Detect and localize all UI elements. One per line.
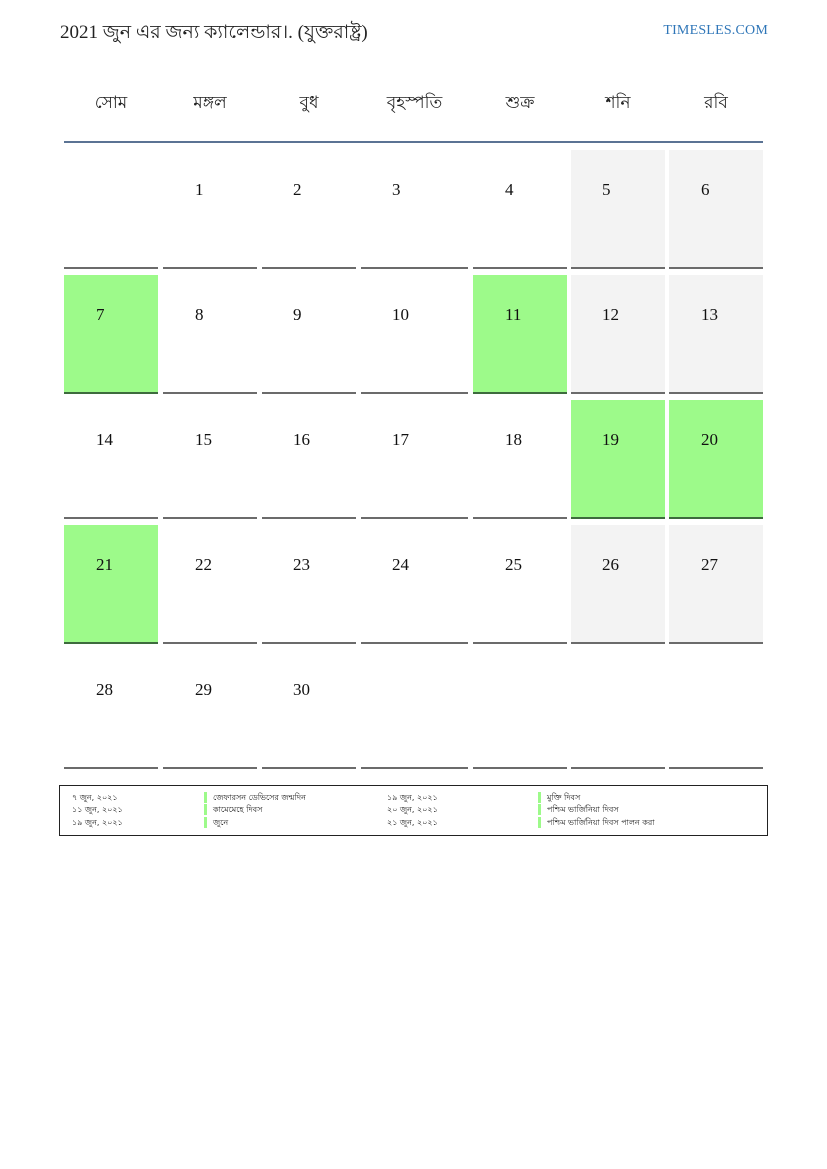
- day-number: 1: [195, 180, 204, 199]
- legend-holiday-name: মুক্তি দিবস: [538, 792, 580, 803]
- legend-holiday-name: জুনে: [204, 817, 228, 828]
- day-number: 15: [195, 430, 212, 449]
- weekday-2: বুধ: [299, 93, 319, 112]
- day-number: 14: [96, 430, 113, 449]
- day-cell[interactable]: [361, 400, 468, 519]
- day-number: 10: [392, 305, 409, 324]
- day-number: 3: [392, 180, 401, 199]
- day-cell[interactable]: [473, 400, 567, 519]
- day-number: 4: [505, 180, 514, 199]
- day-number: 5: [602, 180, 611, 199]
- day-number: 9: [293, 305, 302, 324]
- day-cell[interactable]: [262, 400, 356, 519]
- day-number: 21: [96, 555, 113, 574]
- day-cell[interactable]: [669, 400, 763, 519]
- day-cell[interactable]: [473, 275, 567, 394]
- day-cell[interactable]: [262, 150, 356, 269]
- day-number: 7: [96, 305, 105, 324]
- day-cell[interactable]: [163, 525, 257, 644]
- legend-date: ১১ জুন, ২০২১: [72, 805, 123, 814]
- legend-holiday-name: পশ্চিম ভার্জিনিয়া দিবস: [538, 804, 619, 815]
- legend-date: ৭ জুন, ২০২১: [72, 793, 118, 802]
- day-cell[interactable]: [262, 650, 356, 769]
- legend-holiday-name: পশ্চিম ভার্জিনিয়া দিবস পালন করা: [538, 817, 655, 828]
- day-cell[interactable]: [473, 650, 567, 769]
- day-number: 29: [195, 680, 212, 699]
- day-cell[interactable]: [361, 150, 468, 269]
- weekday-0: সোম: [94, 93, 128, 112]
- day-number: 30: [293, 680, 310, 699]
- day-number: 22: [195, 555, 212, 574]
- day-cell[interactable]: [473, 525, 567, 644]
- day-cell[interactable]: [571, 650, 665, 769]
- day-cell[interactable]: [163, 150, 257, 269]
- weekday-5: শনি: [605, 93, 631, 112]
- day-number: 13: [701, 305, 718, 324]
- day-cell[interactable]: [262, 275, 356, 394]
- legend-date: ১৯ জুন, ২০২১: [387, 793, 438, 802]
- day-cell[interactable]: [361, 650, 468, 769]
- header-divider: [64, 141, 763, 143]
- legend-date: ২১ জুন, ২০২১: [387, 818, 438, 827]
- day-cell[interactable]: [571, 275, 665, 394]
- day-number: 16: [293, 430, 310, 449]
- holiday-legend: [59, 785, 768, 836]
- day-number: 23: [293, 555, 310, 574]
- day-number: 20: [701, 430, 718, 449]
- legend-date: ২০ জুন, ২০২১: [387, 805, 438, 814]
- day-cell[interactable]: [473, 150, 567, 269]
- day-number: 27: [701, 555, 718, 574]
- day-number: 19: [602, 430, 619, 449]
- day-cell[interactable]: [262, 525, 356, 644]
- day-number: 26: [602, 555, 619, 574]
- day-cell[interactable]: [669, 150, 763, 269]
- day-number: 2: [293, 180, 302, 199]
- day-cell[interactable]: [571, 400, 665, 519]
- legend-holiday-name: জেফারসন ডেভিসের জন্মদিন: [204, 792, 306, 803]
- day-number: 11: [505, 305, 522, 324]
- page-title: 2021 জুন এর জন্য ক্যালেন্ডার।. (যুক্তরাষ্ট্র): [60, 22, 368, 43]
- day-number: 6: [701, 180, 710, 199]
- brand-link[interactable]: TIMESLES.COM: [663, 23, 768, 38]
- day-cell[interactable]: [163, 650, 257, 769]
- day-cell[interactable]: [163, 275, 257, 394]
- day-cell[interactable]: [669, 275, 763, 394]
- day-cell[interactable]: [64, 650, 158, 769]
- day-number: 28: [96, 680, 113, 699]
- weekday-3: বৃহস্পতি: [386, 93, 443, 112]
- day-number: 25: [505, 555, 522, 574]
- day-number: 24: [392, 555, 409, 574]
- day-cell[interactable]: [361, 525, 468, 644]
- day-cell[interactable]: [571, 150, 665, 269]
- weekday-1: মঙ্গল: [193, 93, 227, 112]
- day-cell[interactable]: [669, 650, 763, 769]
- day-cell[interactable]: [571, 525, 665, 644]
- day-cell[interactable]: [361, 275, 468, 394]
- day-cell[interactable]: [64, 275, 158, 394]
- legend-holiday-name: কামেমেহে দিবস: [204, 804, 262, 815]
- day-cell[interactable]: [64, 400, 158, 519]
- day-cell[interactable]: [669, 525, 763, 644]
- weekday-6: রবি: [704, 93, 728, 112]
- day-number: 12: [602, 305, 619, 324]
- day-number: 17: [392, 430, 409, 449]
- day-cell[interactable]: [64, 525, 158, 644]
- day-number: 18: [505, 430, 522, 449]
- day-cell[interactable]: [64, 150, 158, 269]
- weekday-4: শুক্র: [505, 93, 535, 112]
- day-number: 8: [195, 305, 204, 324]
- day-cell[interactable]: [163, 400, 257, 519]
- legend-date: ১৯ জুন, ২০২১: [72, 818, 123, 827]
